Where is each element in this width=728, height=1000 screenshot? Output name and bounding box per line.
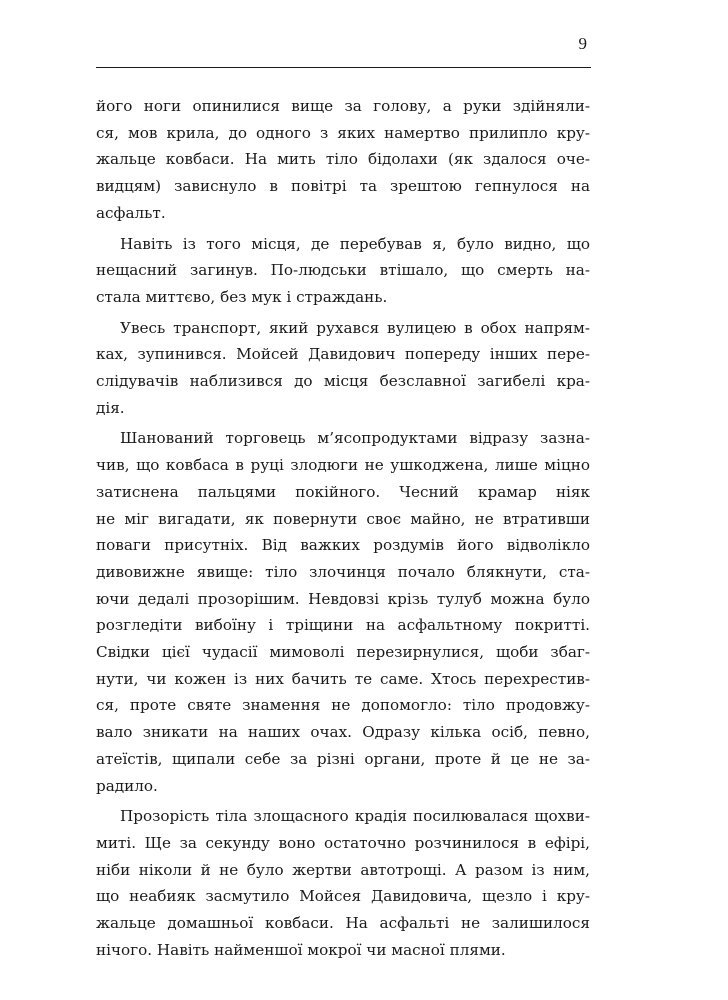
paragraph-3	[96, 315, 590, 422]
text-line: Шанований торговець м’ясопродуктами відразу зазна-	[120, 429, 590, 448]
text-line: Свідки цієї чудасії мимоволі перезирнулися, щоби збаг-	[96, 643, 590, 662]
text-line: не міг вигадати, як повернути своє майно, не втративши	[96, 509, 590, 528]
paragraph-1	[96, 93, 590, 227]
page-number: 9	[578, 34, 587, 53]
text-line: ніби ніколи й не було жертви автотрощі. А разом із ним,	[96, 860, 590, 879]
text-line: вало зникати на наших очах. Одразу кілька осіб, певно,	[96, 723, 590, 742]
text-line: ках, зупинився. Мойсей Давидович попереду інших пере-	[96, 345, 590, 364]
text-line: нути, чи кожен із них бачить те саме. Хтось перехрестив-	[96, 669, 590, 688]
text-line: ся, мов крила, до одного з яких намертво прилипло кру-	[96, 123, 590, 142]
text-line: миті. Ще за секунду воно остаточно розчинилося в ефірі,	[96, 833, 590, 852]
header-rule	[96, 67, 591, 68]
text-line: дивовижне явище: тіло злочинця почало блякнути, ста-	[96, 562, 590, 581]
text-line: дія.	[96, 398, 125, 417]
paragraph-4	[96, 425, 590, 799]
text-line: чив, що ковбаса в руці злодюги не ушкоджена, лише міцно	[96, 456, 590, 475]
text-line: жальце домашньої ковбаси. На асфальті не залишилося	[96, 914, 590, 933]
text-line: ся, проте святе знамення не допомогло: тіло продовжу-	[96, 696, 590, 715]
text-line: нічого. Навіть найменшої мокрої чи масної плями.	[96, 940, 506, 959]
text-line: що неабияк засмутило Мойсея Давидовича, щезло і кру-	[96, 887, 590, 906]
text-line: поваги присутніх. Від важких роздумів його відволікло	[96, 536, 590, 555]
body-text	[96, 93, 590, 968]
text-line: Прозорість тіла злощасного крадія посилювалася щохви-	[120, 807, 590, 826]
text-line: радило.	[96, 776, 158, 795]
paragraph-5	[96, 803, 590, 963]
text-line: видцям) зависнуло в повітрі та зрештою гепнулося на	[96, 177, 590, 196]
text-line: стала миттєво, без мук і страждань.	[96, 287, 388, 306]
text-line: затиснена пальцями покійного. Чесний крамар ніяк	[96, 482, 590, 501]
paragraph-2	[96, 231, 590, 311]
text-line: нещасний загинув. По-людськи втішало, що смерть на-	[96, 261, 590, 280]
text-line: Навіть із того місця, де перебував я, було видно, що	[120, 234, 590, 253]
text-line: асфальт.	[96, 203, 166, 222]
text-line: жальце ковбаси. На мить тіло бідолахи (як здалося оче-	[96, 150, 590, 169]
text-line: атеїстів, щипали себе за різні органи, проте й це не за-	[96, 749, 590, 768]
text-line: слідувачів наблизився до місця безславної загибелі кра-	[96, 372, 590, 391]
text-line: ючи дедалі прозорішим. Невдовзі крізь тулуб можна було	[96, 589, 590, 608]
text-line: Увесь транспорт, який рухався вулицею в обох напрям-	[120, 318, 590, 337]
text-line: його ноги опинилися вище за голову, а руки здійняли-	[96, 97, 590, 115]
text-line: розгледіти вибоїну і тріщини на асфальтному покритті.	[96, 616, 590, 635]
